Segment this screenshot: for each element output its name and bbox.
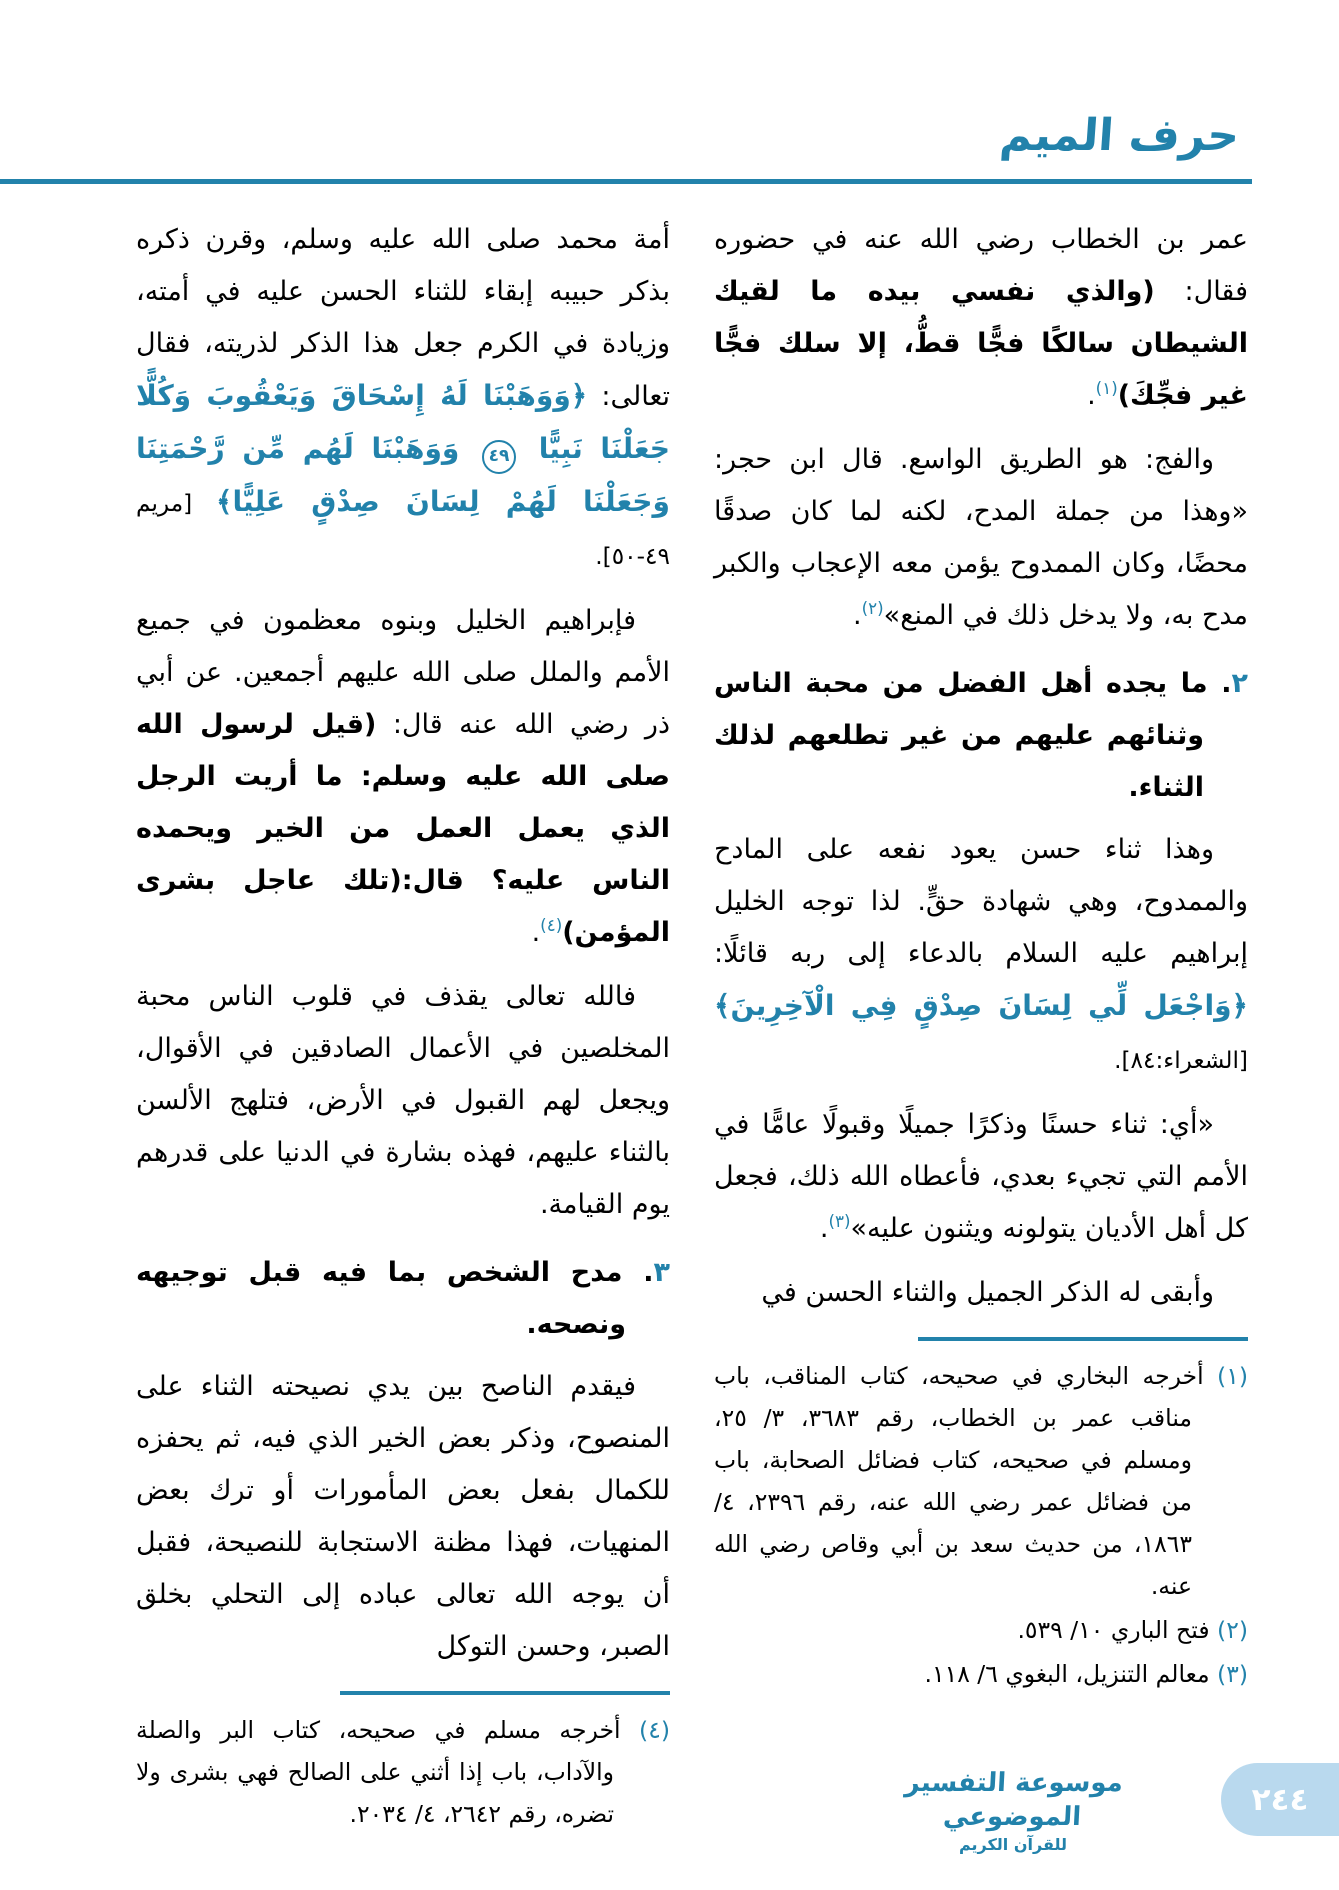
footnote-separator-right <box>918 1337 1248 1341</box>
text-segment: والفج: هو الطريق الواسع. قال ابن حجر: «وهذا من جملة المدح، لكنه لما كان صدقًا محضًا، وكان الممدوح يؤمن معه الإعجاب والكبر مدح به، ولا يدخل ذلك في المنع» <box>714 444 1248 631</box>
paragraph <box>136 214 670 583</box>
footnote-marker: (١) <box>1095 378 1118 398</box>
header-rule <box>0 179 1252 184</box>
text-segment: . <box>1087 380 1096 411</box>
publisher-logo-title: موسوعة التفسير الموضوعي <box>904 1768 1124 1832</box>
footnote: (٢) فتح الباري ١٠/ ٥٣٩. <box>1017 1616 1248 1644</box>
paragraph <box>714 214 1248 422</box>
text-columns <box>135 214 1248 1837</box>
paragraph <box>714 434 1248 642</box>
column-right-body <box>714 214 1248 1319</box>
footnote-separator-left <box>340 1691 670 1695</box>
paragraph <box>714 1267 1248 1319</box>
footnote-marker: (٤) <box>540 915 563 935</box>
column-left <box>136 214 670 1837</box>
text-segment: . <box>622 1257 654 1288</box>
page-number: ٢٤٤ <box>1251 1781 1309 1818</box>
text-segment: وأبقى له الذكر الجميل والثناء الحسن في <box>761 1277 1214 1308</box>
quran-verse: ﴿وَوَهَبْنَا لَهُ إِسْحَاقَ وَيَعْقُوبَ وَكُلًّا جَعَلْنَا نَبِيًّا <box>136 379 670 465</box>
footnote: (٤) أخرجه مسلم في صحيحه، كتاب البر والصلة والآداب، باب إذا أثني على الصالح فهي بشرى ولا تضره، رقم ٢٦٤٢، ٤/ ٢٠٣٤. <box>136 1716 670 1828</box>
paragraph <box>714 1099 1248 1255</box>
paragraph <box>136 971 670 1231</box>
footnote: (٣) معالم التنزيل، البغوي ٦/ ١١٨. <box>924 1660 1248 1688</box>
verse-reference: [الشعراء:٨٤]. <box>1114 1047 1248 1074</box>
paragraph <box>714 824 1248 1087</box>
text-segment: مدح الشخص بما فيه قبل توجيهه ونصحه. <box>136 1257 626 1340</box>
text-segment: . <box>1207 668 1232 699</box>
heading-number: ٣ <box>653 1257 670 1288</box>
column-left-footnotes <box>136 1709 670 1835</box>
footnote-marker: (٢) <box>861 598 884 618</box>
footnote-number: (٣) <box>1217 1660 1248 1688</box>
text-segment: فالله تعالى يقذف في قلوب الناس محبة المخلصين في الأعمال الصادقين في الأقوال، ويجعل لهم القبول في الأرض، فتلهج الألسن بالثناء عليهم، فهذه بشارة في الدنيا على قدرهم يوم القيامة. <box>136 981 670 1220</box>
footnote-number: (١) <box>1217 1362 1248 1390</box>
footnote-number: (٢) <box>1217 1616 1248 1644</box>
text-segment: عمر بن الخطاب رضي الله عنه في حضوره فقال: <box>714 224 1248 307</box>
column-left-body <box>136 214 670 1673</box>
text-segment: ما يجده أهل الفضل من محبة الناس وثنائهم عليهم من غير تطلعهم لذلك الثناء. <box>714 668 1208 803</box>
text-segment: . <box>531 917 541 948</box>
text-segment: فيقدم الناصح بين يدي نصيحته الثناء على المنصوح، وذكر بعض الخير الذي فيه، ثم يحفزه للكمال بفعل بعض المأمورات أو ترك بعض المنهيات، فهذا مظنة الاستجابة للنصيحة، فقبل أن يوجه الله تعالى عباده إلى التحلي بخلق الصبر، وحسن التوكل <box>136 1371 670 1662</box>
quran-verse: وَوَهَبْنَا لَهُم مِّن رَّحْمَتِنَا وَجَعَلْنَا لَهُمْ لِسَانَ صِدْقٍ عَلِيًّا﴾ <box>136 432 670 518</box>
publisher-logo-subtitle: للقرآن الكريم <box>958 1835 1068 1854</box>
text-segment: «أي: ثناء حسنًا وذكرًا جميلًا وقبولًا عامًّا في الأمم التي تجيء بعدي، فأعطاه الله ذلك، فجعل كل أهل الأديان يتولونه ويثنون عليه» <box>714 1109 1248 1244</box>
ayah-number: ٤٩ <box>482 440 516 474</box>
text-segment: (والذي نفسي بيده ما لقيك الشيطان سالكًا فجًّا قطُّ، إلا سلك فجًّا غير فجِّكَ) <box>714 276 1248 411</box>
text-segment: (قيل لرسول الله صلى الله عليه وسلم: ما أريت الرجل الذي يعمل العمل من الخير ويحمده الناس عليه؟ قال:(تلك عاجل بشرى المؤمن) <box>136 709 670 948</box>
heading-number: ٢ <box>1231 668 1248 699</box>
text-segment: . <box>819 1213 829 1244</box>
quran-verse: ﴿وَاجْعَل لِّي لِسَانَ صِدْقٍ فِي الْآخِرِينَ﴾ <box>714 989 1248 1022</box>
chapter-title: حرف الميم <box>998 110 1241 161</box>
column-right-footnotes <box>714 1355 1248 1695</box>
footnote-marker: (٣) <box>828 1211 851 1231</box>
section-heading <box>714 658 1248 814</box>
text-segment: فإبراهيم الخليل وبنوه معظمون في جميع الأمم والملل صلى الله عليهم أجمعين. عن أبي ذر رضي الله عنه قال: <box>136 605 670 740</box>
publisher-logo <box>888 1766 1138 1856</box>
column-right <box>714 214 1248 1697</box>
text-segment: . <box>853 600 862 631</box>
section-heading <box>136 1247 670 1351</box>
footnote: (١) أخرجه البخاري في صحيحه، كتاب المناقب، باب مناقب عمر بن الخطاب، رقم ٣٦٨٣، ٣/ ٢٥، ومسلم في صحيحه، كتاب فضائل الصحابة، باب من فضائل عمر رضي الله عنه، رقم ٢٣٩٦، ٤/ ١٨٦٣، من حديث سعد بن أبي وقاص رضي الله عنه. <box>714 1362 1248 1600</box>
text-segment: أمة محمد صلى الله عليه وسلم، وقرن ذكره بذكر حبيبه إبقاء للثناء الحسن عليه في أمته، وزيادة في الكرم جعل هذا الذكر لذريته، فقال تعالى: <box>136 224 670 412</box>
paragraph <box>136 1361 670 1673</box>
text-segment: وهذا ثناء حسن يعود نفعه على المادح والممدوح، وهي شهادة حقٍّ. لذا توجه الخليل إبراهيم عليه السلام بالدعاء إلى ربه قائلًا: <box>714 834 1248 969</box>
verse-reference: [مريم ٤٩-٥٠]. <box>136 490 670 570</box>
footnote-number: (٤) <box>639 1716 670 1744</box>
page-number-chip <box>1221 1763 1339 1836</box>
paragraph <box>136 595 670 959</box>
